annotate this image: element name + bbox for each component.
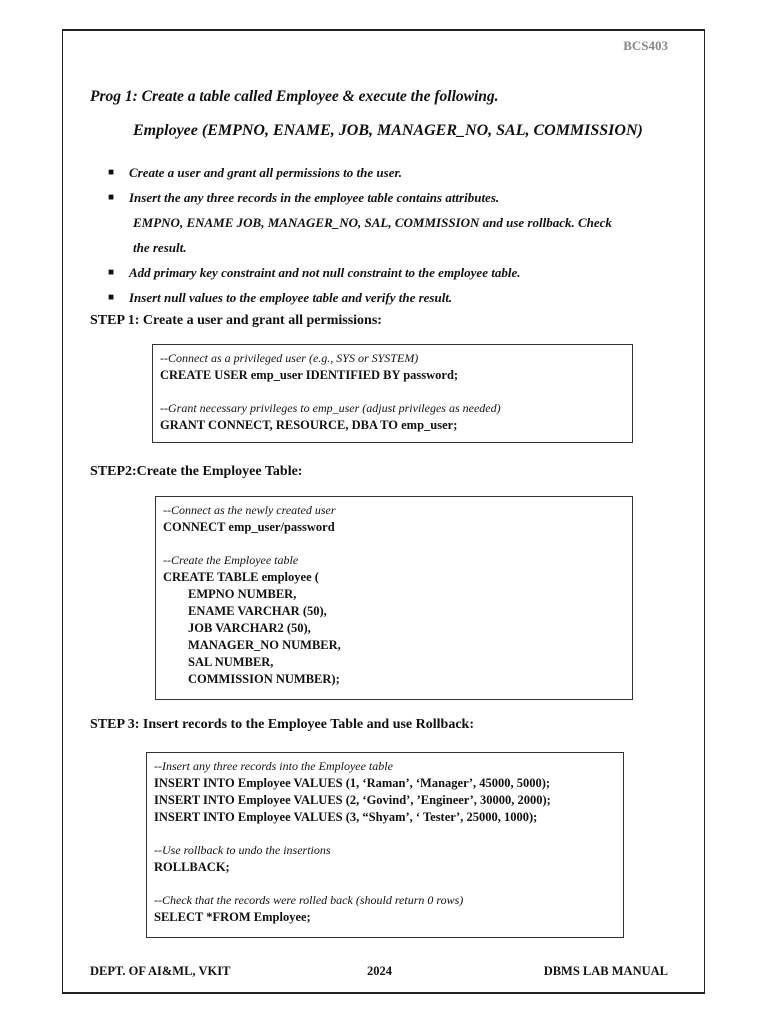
code-blank bbox=[160, 384, 626, 400]
step-3-code-box bbox=[146, 752, 624, 938]
task-item bbox=[108, 160, 612, 185]
code-statement: COMMISSION NUMBER); bbox=[163, 672, 340, 686]
code-comment: --Grant necessary privileges to emp_user (adjust privileges as needed) bbox=[160, 401, 501, 415]
code-statement: CONNECT emp_user/password bbox=[163, 520, 335, 534]
footer-manual-title: DBMS LAB MANUAL bbox=[543, 964, 668, 978]
code-blank bbox=[154, 826, 617, 842]
footer-year: 2024 bbox=[367, 964, 392, 978]
code-statement: INSERT INTO Employee VALUES (3, “Shyam’, ‘ Tester’, 25000, 1000); bbox=[154, 810, 538, 824]
code-statement: ENAME VARCHAR (50), bbox=[163, 604, 327, 618]
code-blank bbox=[154, 876, 617, 892]
task-text-continued: EMPNO, ENAME JOB, MANAGER_NO, SAL, COMMISSION and use rollback. Check bbox=[133, 215, 612, 230]
code-statement: SELECT *FROM Employee; bbox=[154, 910, 311, 924]
code-blank bbox=[163, 536, 626, 552]
code-statement: CREATE TABLE employee ( bbox=[163, 570, 319, 584]
task-text: Insert the any three records in the employee table contains attributes. bbox=[129, 190, 500, 205]
task-item bbox=[108, 260, 612, 285]
table-definition: Employee (EMPNO, ENAME, JOB, MANAGER_NO, SAL, COMMISSION) bbox=[133, 122, 643, 139]
code-statement: GRANT CONNECT, RESOURCE, DBA TO emp_user; bbox=[160, 418, 458, 432]
bullet-icon: ■ bbox=[108, 292, 115, 303]
task-text: Add primary key constraint and not null constraint to the employee table. bbox=[129, 265, 521, 280]
code-comment: --Connect as the newly created user bbox=[163, 503, 336, 517]
code-statement: JOB VARCHAR2 (50), bbox=[163, 621, 311, 635]
code-comment: --Create the Employee table bbox=[163, 553, 299, 567]
code-comment: --Use rollback to undo the insertions bbox=[154, 843, 331, 857]
code-statement: INSERT INTO Employee VALUES (2, ‘Govind’, ’Engineer’, 30000, 2000); bbox=[154, 793, 551, 807]
code-comment: --Check that the records were rolled back (should return 0 rows) bbox=[154, 893, 464, 907]
bullet-icon: ■ bbox=[108, 192, 115, 203]
task-item bbox=[108, 185, 612, 260]
code-statement: INSERT INTO Employee VALUES (1, ‘Raman’, ‘Manager’, 45000, 5000); bbox=[154, 776, 551, 790]
step-1-heading: STEP 1: Create a user and grant all permissions: bbox=[90, 313, 382, 328]
step-3-heading: STEP 3: Insert records to the Employee Table and use Rollback: bbox=[90, 717, 474, 732]
step-2-code-box bbox=[155, 496, 633, 700]
code-comment: --Connect as a privileged user (e.g., SYS or SYSTEM) bbox=[160, 351, 419, 365]
task-item bbox=[108, 285, 612, 310]
task-text: Create a user and grant all permissions to the user. bbox=[129, 165, 403, 180]
code-statement: CREATE USER emp_user IDENTIFIED BY password; bbox=[160, 368, 459, 382]
step-2-heading: STEP2:Create the Employee Table: bbox=[90, 464, 303, 479]
program-title: Prog 1: Create a table called Employee & execute the following. bbox=[90, 88, 499, 105]
task-list bbox=[108, 160, 612, 310]
code-comment: --Insert any three records into the Employee table bbox=[154, 759, 393, 773]
course-code: BCS403 bbox=[623, 38, 668, 53]
code-statement: EMPNO NUMBER, bbox=[163, 587, 297, 601]
bullet-icon: ■ bbox=[108, 267, 115, 278]
step-1-code-box bbox=[152, 344, 633, 443]
bullet-icon: ■ bbox=[108, 167, 115, 178]
code-statement: ROLLBACK; bbox=[154, 860, 230, 874]
footer-department: DEPT. OF AI&ML, VKIT bbox=[90, 964, 231, 978]
code-statement: SAL NUMBER, bbox=[163, 655, 274, 669]
code-statement: MANAGER_NO NUMBER, bbox=[163, 638, 341, 652]
task-text: Insert null values to the employee table and verify the result. bbox=[129, 290, 453, 305]
task-text-continued: the result. bbox=[133, 240, 187, 255]
